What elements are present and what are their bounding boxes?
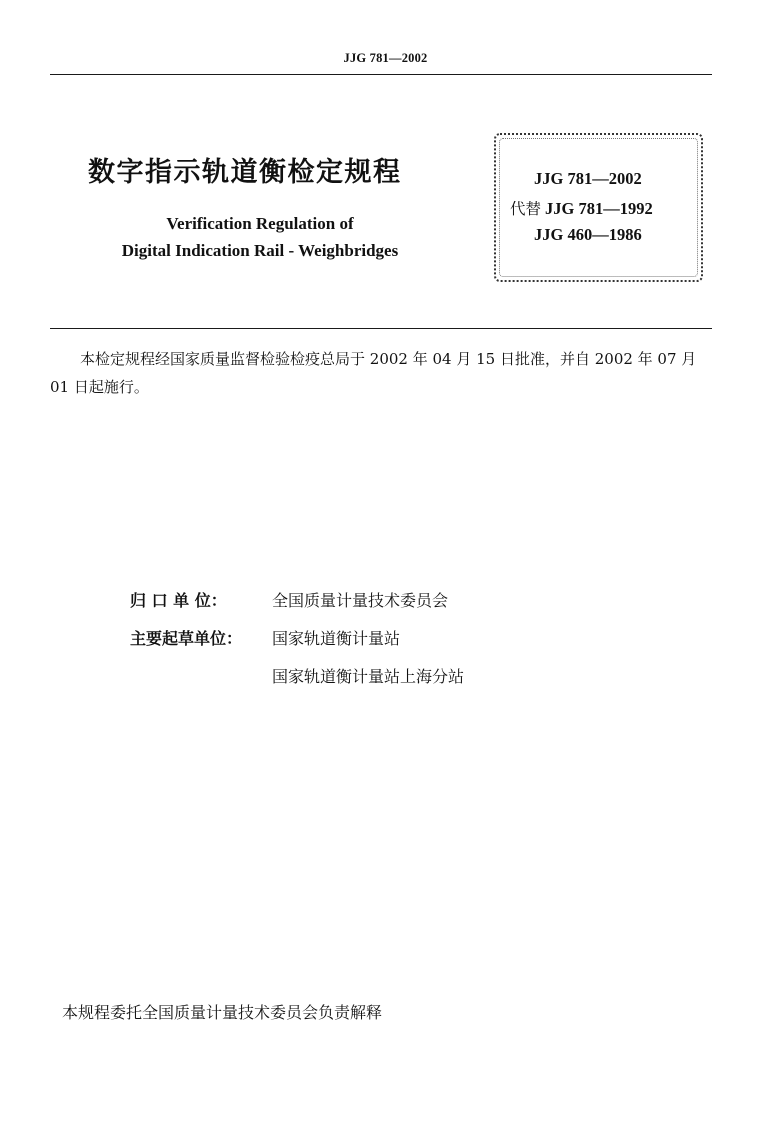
english-title-line-1: Verification Regulation of xyxy=(166,214,354,233)
middle-divider xyxy=(50,328,712,329)
replaces-line xyxy=(510,197,653,219)
top-divider xyxy=(50,74,712,75)
standard-code-header: JJG 781—2002 xyxy=(343,51,428,65)
drafting-unit-value-1: 国家轨道衡计量站 xyxy=(272,629,401,648)
english-title-line-2: Digital Indication Rail - Weighbridges xyxy=(121,241,399,260)
drafting-unit-row-2 xyxy=(272,664,464,687)
approval-statement: 本检定规程经国家质量监督检验检疫总局于 2002 年 04 月 15 日批准，并自 2002 年 07 月 01 日起施行。 xyxy=(50,350,697,396)
drafting-unit-label: 主要起草单位： xyxy=(130,629,243,648)
standard-code-box xyxy=(494,133,703,282)
document-title-chinese: 数字指示轨道衡检定规程 xyxy=(88,157,402,188)
replaced-code-1: JJG 781—1992 xyxy=(545,199,653,218)
drafting-unit-value-2: 国家轨道衡计量站上海分站 xyxy=(272,667,465,686)
responsible-unit-value: 全国质量计量技术委员会 xyxy=(272,591,449,610)
responsible-unit-row xyxy=(130,588,448,611)
document-title-english xyxy=(80,210,440,264)
current-code: JJG 781—2002 xyxy=(534,169,642,188)
interpretation-note: 本规程委托全国质量计量技术委员会负责解释 xyxy=(62,1003,383,1022)
replaced-code-2: JJG 460—1986 xyxy=(534,225,642,244)
replaces-prefix: 代替 xyxy=(510,200,542,218)
responsible-unit-label: 归 口 单 位： xyxy=(130,591,227,610)
drafting-unit-row xyxy=(130,626,400,649)
